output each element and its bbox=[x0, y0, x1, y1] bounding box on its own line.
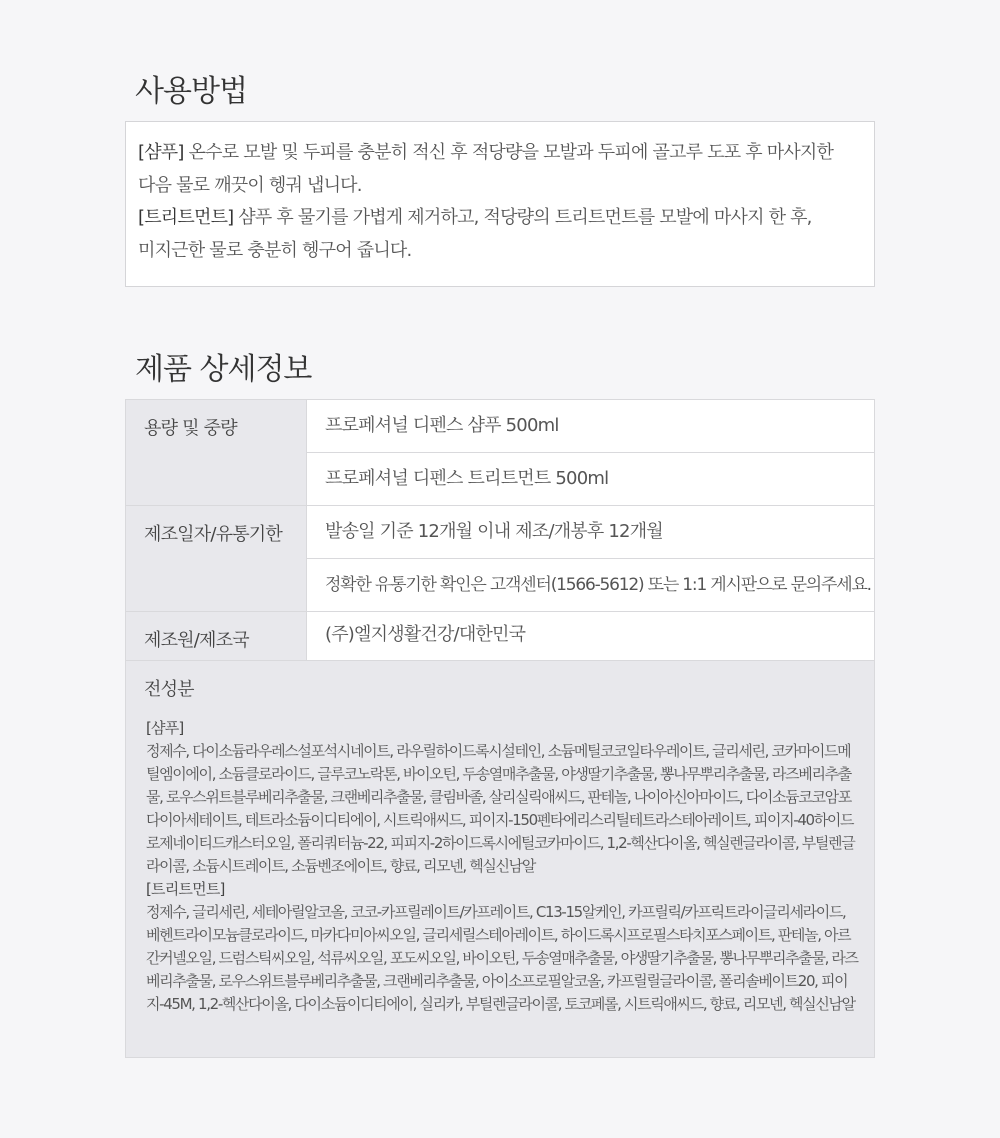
table-row bbox=[126, 400, 875, 453]
maker-value: (주)엘지생활건강/대한민국 bbox=[307, 612, 875, 661]
date-value: 발송일 기준 12개월 이내 제조/개봉후 12개월 bbox=[307, 506, 875, 559]
usage-box bbox=[125, 121, 875, 287]
detail-title: 제품 상세정보 bbox=[135, 352, 312, 387]
usage-line-1 bbox=[126, 137, 874, 170]
date-note: 정확한 유통기한 확인은 고객센터(1566-5612) 또는 1:1 게시판으로 문의주세요. bbox=[307, 559, 875, 612]
ingredients-shampoo-head: [샴푸] bbox=[146, 719, 184, 737]
usage-line-3 bbox=[126, 202, 874, 235]
ingredients-title: 전성분 bbox=[144, 679, 194, 700]
volume-treatment: 프로페셔널 디펜스 트리트먼트 500ml bbox=[307, 453, 875, 506]
usage-tag-treatment: [트리트먼트] bbox=[138, 207, 234, 228]
usage-text-3: 샴푸 후 물기를 가볍게 제거하고, 적당량의 트리트먼트를 모발에 마사지 한 후, bbox=[233, 207, 812, 228]
usage-text-1: 온수로 모발 및 두피를 충분히 적신 후 적당량을 모발과 두피에 골고루 도포 후 마사지한 bbox=[183, 142, 834, 163]
usage-tag-shampoo: [샴푸] bbox=[138, 142, 184, 163]
date-label: 제조일자/유통기한 bbox=[126, 506, 307, 612]
usage-text-4: 미지근한 물로 충분히 헹구어 줍니다. bbox=[138, 239, 412, 261]
table-row bbox=[126, 506, 875, 559]
usage-line-2 bbox=[126, 170, 874, 203]
ingredients-box bbox=[125, 660, 875, 1058]
volume-label: 용량 및 중량 bbox=[126, 400, 307, 506]
table-row bbox=[126, 612, 875, 661]
usage-text-2: 다음 물로 깨끗이 헹궈 냅니다. bbox=[138, 174, 362, 196]
usage-line-4 bbox=[126, 235, 874, 268]
ingredients-shampoo bbox=[126, 701, 858, 878]
maker-label: 제조원/제조국 bbox=[126, 612, 307, 661]
ingredients-treatment-head: [트리트먼트] bbox=[146, 880, 225, 898]
ingredients-shampoo-text: 정제수, 다이소듐라우레스설포석시네이트, 라우릴하이드록시설테인, 소듐메틸코코일타우레이트, 글리세린, 코카마이드메틸엠이에이, 소듐클로라이드, 글루코노락톤, 바이오틴, 두송열매추출물, 야생딸기추출물, 뽕나무뿌리추출물, 라즈베리추출물, 로우스위트블루베리추출물, 크랜베리추출물, 클림바졸, 살리실릭애씨드, 판테놀, 나이아신아마이드, 다이소듐코코암포다이아세테이트, 테트라소듐이디티에이, 시트릭애씨드, 피이지-150펜타에리스리틸테트라스테아레이트, 피이지-40하이드로제네이티드캐스터오일, 폴리쿼터늄-22, 피피지-2하이드록시에틸코카마이드, 1,2-헥산다이올, 헥실렌글라이콜, 부틸렌글라이콜, 소듐시트레이트, 소듐벤조에이트, 향료, 리모넨, 헥실신남알 bbox=[146, 742, 855, 875]
volume-shampoo: 프로페셔널 디펜스 샴푸 500ml bbox=[307, 400, 875, 453]
ingredients-treatment bbox=[126, 878, 858, 1016]
usage-title: 사용방법 bbox=[135, 74, 247, 109]
detail-table bbox=[125, 399, 875, 661]
ingredients-treatment-text: 정제수, 글리세린, 세테아릴알코올, 코코-카프릴레이트/카프레이트, C13-15알케인, 카프릴릭/카프릭트라이글리세라이드, 베헨트라이모늄클로라이드, 마카다미아씨오일, 글리세릴스테아레이트, 하이드록시프로필스타치포스페이트, 판테놀, 아르간커넬오일, 드럼스틱씨오일, 석류씨오일, 포도씨오일, 바이오틴, 두송열매추출물, 야생딸기추출물, 뽕나무뿌리추출물, 라즈베리추출물, 로우스위트블루베리추출물, 크랜베리추출물, 아이소프로필알코올, 카프릴릴글라이콜, 폴리솔베이트20, 피이지-45M, 1,2-헥산다이올, 다이소듐이디티에이, 실리카, 부틸렌글라이콜, 토코페롤, 시트릭애씨드, 향료, 리모넨, 헥실신남알 bbox=[146, 903, 858, 1013]
